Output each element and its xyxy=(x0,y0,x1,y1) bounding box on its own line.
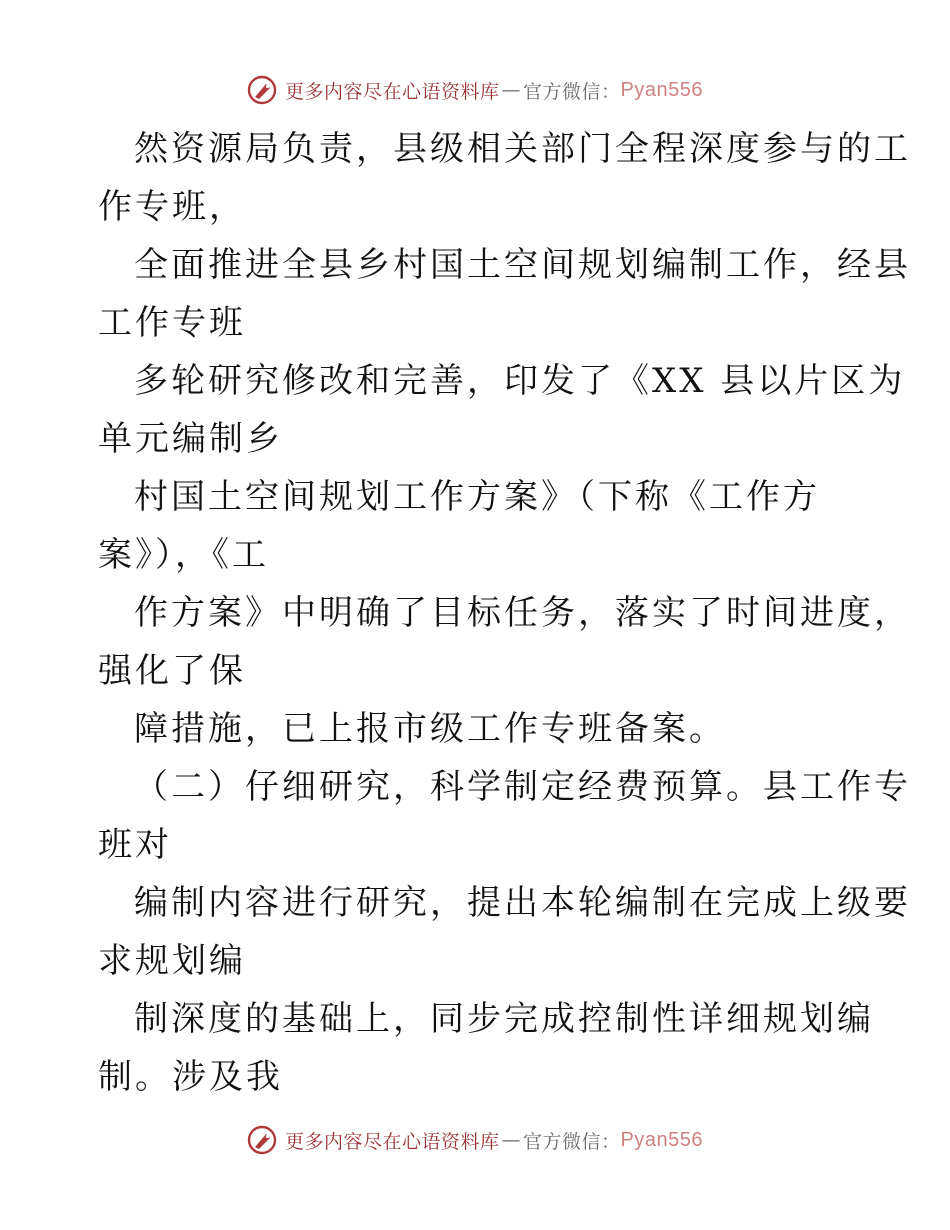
body-line: 多轮研究修改和完善，印发了《XX 县以片区为 xyxy=(134,361,906,401)
header-separator: — xyxy=(501,79,522,101)
body-line: 村国土空间规划工作方案》（下称《工作方 xyxy=(134,477,820,517)
footer-brand-text: 更多内容尽在心语资料库 xyxy=(285,1130,500,1153)
body-line: 编制内容进行研究，提出本轮编制在完成上级要 xyxy=(134,883,911,923)
body-line: 作专班， xyxy=(98,187,246,227)
body-line: 全面推进全县乡村国土空间规划编制工作，经县 xyxy=(134,245,911,285)
body-line: 然资源局负责，县级相关部门全程深度参与的工 xyxy=(134,129,911,169)
pen-nib-logo-icon xyxy=(247,1125,277,1155)
document-body xyxy=(98,120,911,1106)
header-wechat-label: 官方微信： xyxy=(523,80,621,103)
body-line: 障措施，已上报市级工作专班备案。 xyxy=(134,709,726,749)
footer-banner xyxy=(0,1120,950,1160)
body-line: 案》），《工 xyxy=(98,535,269,575)
footer-wechat-label: 官方微信： xyxy=(523,1130,621,1153)
body-line: 求规划编 xyxy=(98,941,246,981)
body-line: 强化了保 xyxy=(98,651,246,691)
body-line: 单元编制乡 xyxy=(98,419,283,459)
body-line: 制深度的基础上，同步完成控制性详细规划编 xyxy=(134,999,874,1039)
header-brand-text: 更多内容尽在心语资料库 xyxy=(285,80,500,103)
body-line: 制。涉及我 xyxy=(98,1057,283,1097)
body-line: 班对 xyxy=(98,825,172,865)
body-line: 工作专班 xyxy=(98,303,246,343)
pen-nib-logo-icon xyxy=(247,75,277,105)
header-banner xyxy=(0,70,950,110)
section-heading-line: （二）仔细研究，科学制定经费预算。县工作专 xyxy=(134,767,911,807)
footer-wechat-id: Pyan556 xyxy=(620,1128,703,1151)
body-line: 作方案》中明确了目标任务，落实了时间进度， xyxy=(134,593,911,633)
header-wechat-id: Pyan556 xyxy=(620,78,703,101)
footer-separator: — xyxy=(501,1129,522,1151)
